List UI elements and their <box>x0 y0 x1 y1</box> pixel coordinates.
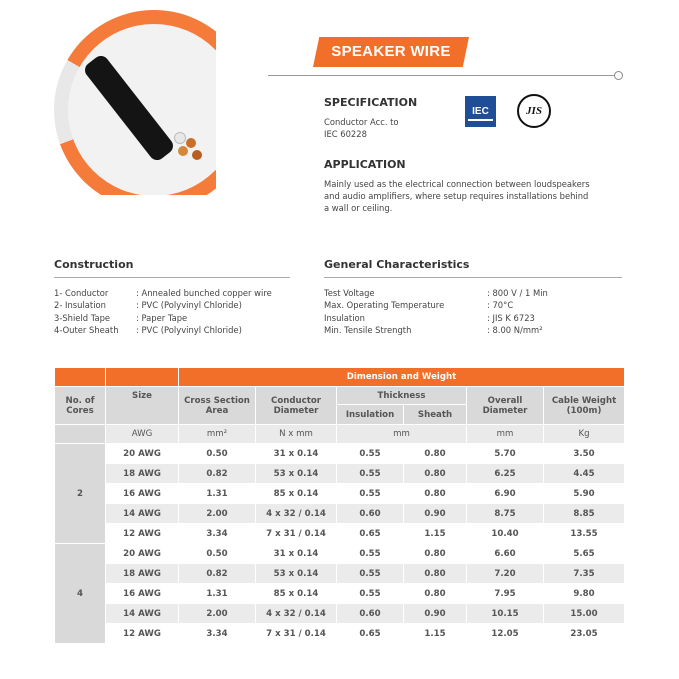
table-cell: 0.90 <box>404 504 466 523</box>
table-cell: 1.15 <box>404 624 466 643</box>
specification-heading: SPECIFICATION <box>324 96 418 109</box>
table-cell: 4 x 32 / 0.14 <box>256 604 336 623</box>
table-cell: 6.90 <box>467 484 543 503</box>
table-cell: 85 x 0.14 <box>256 584 336 603</box>
general-value-4: : 8.00 N/mm² <box>487 325 543 336</box>
construction-value-4: : PVC (Polyvinyl Chloride) <box>136 325 242 336</box>
size-cell: 20 AWG <box>106 544 178 563</box>
construction-label-2: 2- Insulation <box>54 300 106 311</box>
general-labels <box>324 287 444 337</box>
size-cell: 16 AWG <box>106 584 178 603</box>
table-cell: 15.00 <box>544 604 624 623</box>
table-cell: 13.55 <box>544 524 624 543</box>
table-cell: 0.80 <box>404 464 466 483</box>
unit-thickness: mm <box>337 425 466 443</box>
header-size: Size <box>106 387 178 424</box>
unit-cores <box>55 425 105 443</box>
header-cross-section: Cross Section Area <box>179 387 255 424</box>
header-cable-weight: Cable Weight (100m) <box>544 387 624 424</box>
table-cell: 5.70 <box>467 444 543 463</box>
table-cell: 7 x 31 / 0.14 <box>256 624 336 643</box>
header-conductor-diameter: Conductor Diameter <box>256 387 336 424</box>
general-label-2: Max. Operating Temperature <box>324 300 445 311</box>
table-cell: 12.05 <box>467 624 543 643</box>
table-cell: 6.60 <box>467 544 543 563</box>
title-divider <box>268 75 618 76</box>
general-value-3: : JIS K 6723 <box>487 312 535 323</box>
table-cell: 0.80 <box>404 444 466 463</box>
table-cell: 0.82 <box>179 564 255 583</box>
size-cell: 12 AWG <box>106 524 178 543</box>
header-cores: No. of Cores <box>55 387 105 424</box>
header-insulation: Insulation <box>337 405 403 424</box>
table-cell: 0.50 <box>179 544 255 563</box>
unit-weight: Kg <box>544 425 624 443</box>
application-line-3: a wall or ceiling. <box>324 203 393 213</box>
general-value-2: : 70°C <box>487 300 514 311</box>
general-label-1: Test Voltage <box>324 288 375 298</box>
iec-logo: IEC <box>465 96 496 127</box>
table-row <box>55 464 624 483</box>
table-cell: 0.82 <box>179 464 255 483</box>
table-cell: 85 x 0.14 <box>256 484 336 503</box>
cable-strands-graphic <box>172 128 212 168</box>
title-divider-dot <box>614 71 623 80</box>
table-cell: 10.40 <box>467 524 543 543</box>
general-divider <box>324 277 622 278</box>
table-cell: 3.50 <box>544 444 624 463</box>
header-sheath: Sheath <box>404 405 466 424</box>
table-row <box>55 544 624 563</box>
size-cell: 18 AWG <box>106 464 178 483</box>
table-cell: 4 x 32 / 0.14 <box>256 504 336 523</box>
table-row <box>55 624 624 643</box>
general-values <box>487 287 548 337</box>
construction-heading: Construction <box>54 258 134 271</box>
construction-divider <box>54 277 290 278</box>
table-cell: 0.55 <box>337 444 403 463</box>
size-cell: 16 AWG <box>106 484 178 503</box>
cable-image <box>54 10 216 195</box>
table-cell: 0.60 <box>337 504 403 523</box>
group-header: Dimension and Weight <box>179 368 624 386</box>
construction-values <box>136 287 272 337</box>
header-spacer-cores <box>55 368 105 386</box>
specification-text <box>324 116 399 140</box>
table-cell: 0.55 <box>337 464 403 483</box>
application-line-1: Mainly used as the electrical connection between loudspeakers <box>324 179 590 189</box>
table-cell: 5.65 <box>544 544 624 563</box>
table-cell: 4.45 <box>544 464 624 483</box>
header-thickness: Thickness <box>337 387 466 404</box>
table-cell: 0.60 <box>337 604 403 623</box>
application-heading: APPLICATION <box>324 158 406 171</box>
construction-label-1: 1- Conductor <box>54 288 109 298</box>
table-row <box>55 524 624 543</box>
table-cell: 8.85 <box>544 504 624 523</box>
unit-size: AWG <box>106 425 178 443</box>
general-label-3: Insulation <box>324 312 365 323</box>
page-title: SPEAKER WIRE <box>331 43 451 60</box>
size-cell: 20 AWG <box>106 444 178 463</box>
table-cell: 0.80 <box>404 584 466 603</box>
table-cell: 0.65 <box>337 624 403 643</box>
table-cell: 1.15 <box>404 524 466 543</box>
specification-line-2: IEC 60228 <box>324 129 367 139</box>
table-cell: 0.90 <box>404 604 466 623</box>
unit-overall: mm <box>467 425 543 443</box>
table-cell: 8.75 <box>467 504 543 523</box>
unit-conductor: N x mm <box>256 425 336 443</box>
size-cell: 12 AWG <box>106 624 178 643</box>
table-row <box>55 564 624 583</box>
table-row <box>55 444 624 463</box>
construction-value-1: : Annealed bunched copper wire <box>136 288 272 298</box>
table-cell: 7.95 <box>467 584 543 603</box>
construction-label-3: 3-Shield Tape <box>54 312 111 323</box>
table-cell: 3.34 <box>179 524 255 543</box>
table-cell: 53 x 0.14 <box>256 564 336 583</box>
table-cell: 9.80 <box>544 584 624 603</box>
header-overall-diameter: Overall Diameter <box>467 387 543 424</box>
general-value-1: : 800 V / 1 Min <box>487 288 548 298</box>
general-label-4: Min. Tensile Strength <box>324 325 412 336</box>
construction-labels <box>54 287 119 337</box>
table-row <box>55 484 624 503</box>
table-cell: 1.31 <box>179 584 255 603</box>
size-cell: 18 AWG <box>106 564 178 583</box>
size-cell: 14 AWG <box>106 604 178 623</box>
table-row <box>55 604 624 623</box>
table-cell: 2.00 <box>179 504 255 523</box>
cores-cell: 2 <box>55 444 105 543</box>
table-cell: 7.20 <box>467 564 543 583</box>
table-cell: 2.00 <box>179 604 255 623</box>
table-row <box>55 504 624 523</box>
table-cell: 0.55 <box>337 584 403 603</box>
general-heading: General Characteristics <box>324 258 470 271</box>
application-line-2: and audio amplifiers, where setup requires installations behind <box>324 191 589 201</box>
table-cell: 7 x 31 / 0.14 <box>256 524 336 543</box>
table-cell: 0.80 <box>404 564 466 583</box>
application-text <box>324 178 590 214</box>
dimension-weight-table <box>54 367 625 644</box>
table-cell: 0.65 <box>337 524 403 543</box>
jis-logo: JIS <box>517 94 551 128</box>
construction-value-3: : Paper Tape <box>136 312 188 323</box>
table-cell: 3.34 <box>179 624 255 643</box>
header-spacer-size <box>106 368 178 386</box>
size-cell: 14 AWG <box>106 504 178 523</box>
table-cell: 53 x 0.14 <box>256 464 336 483</box>
table-cell: 0.55 <box>337 564 403 583</box>
construction-value-2: : PVC (Polyvinyl Chloride) <box>136 300 242 311</box>
table-cell: 10.15 <box>467 604 543 623</box>
construction-label-4: 4-Outer Sheath <box>54 325 119 336</box>
table-cell: 0.50 <box>179 444 255 463</box>
table-cell: 0.55 <box>337 544 403 563</box>
table-cell: 5.90 <box>544 484 624 503</box>
table-cell: 23.05 <box>544 624 624 643</box>
table-row <box>55 584 624 603</box>
table-cell: 31 x 0.14 <box>256 544 336 563</box>
specification-line-1: Conductor Acc. to <box>324 117 399 127</box>
table-cell: 0.80 <box>404 544 466 563</box>
table-cell: 7.35 <box>544 564 624 583</box>
table-cell: 31 x 0.14 <box>256 444 336 463</box>
table-cell: 1.31 <box>179 484 255 503</box>
cores-cell: 4 <box>55 544 105 643</box>
unit-cross-section: mm² <box>179 425 255 443</box>
table-cell: 0.80 <box>404 484 466 503</box>
table-cell: 6.25 <box>467 464 543 483</box>
table-cell: 0.55 <box>337 484 403 503</box>
